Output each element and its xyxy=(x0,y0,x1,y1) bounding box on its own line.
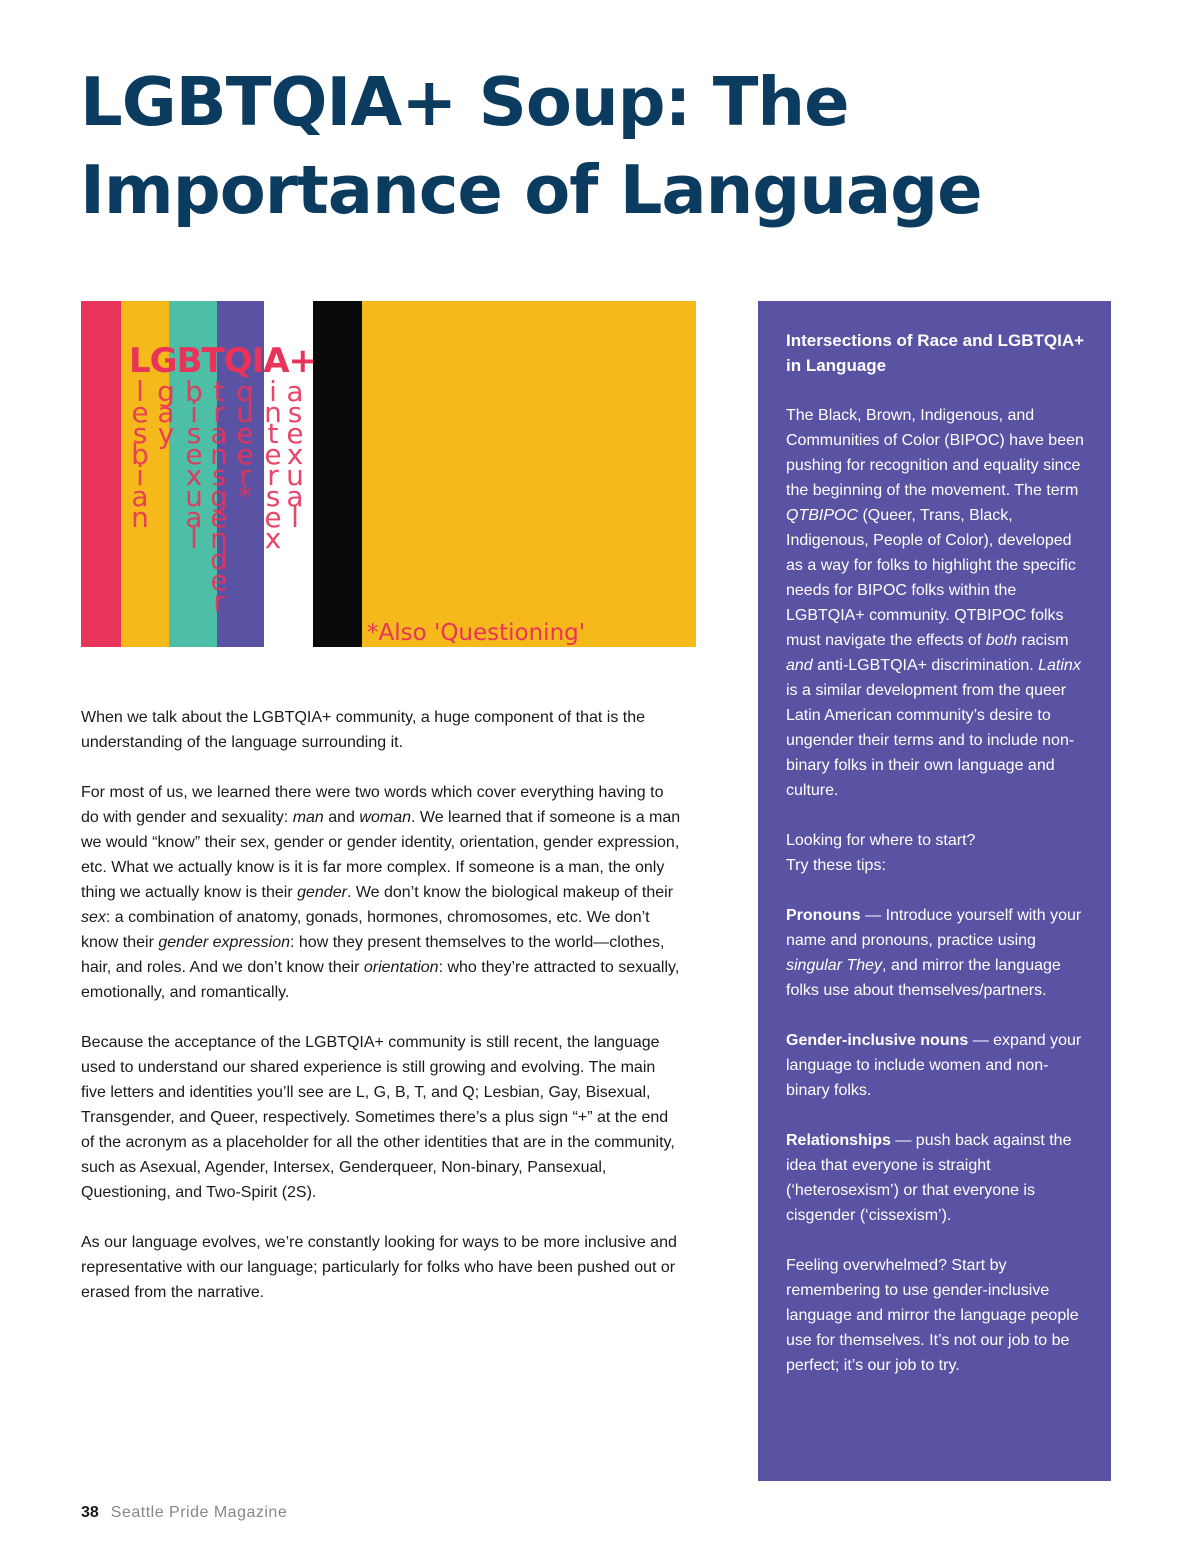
artwork-footnote: *Also 'Questioning' xyxy=(367,620,586,646)
artwork-acronym: LGBTQIA+ xyxy=(129,341,317,381)
page-title: LGBTQIA+ Soup: The Importance of Language xyxy=(80,63,982,229)
word-lesbian: lesbian xyxy=(131,375,149,534)
word-bisexual: bisexual xyxy=(185,375,203,555)
page-number: 38 xyxy=(81,1504,99,1521)
paragraph: As our language evolves, we’re constantly looking for ways to be more inclusive and representative with our language; particularly for folks who have been pushed out or erased from the narrative. xyxy=(81,1234,677,1301)
word-intersex: intersex xyxy=(264,375,282,555)
magazine-name: Seattle Pride Magazine xyxy=(110,1504,288,1521)
paragraph: Because the acceptance of the LGBTQIA+ community is still recent, the language used to understand our shared experience is still growing and evolving. The main five letters and identities you’ll see are L, G, B, T, and Q; Lesbian, Gay, Bisexual, Transgender, and Queer, respectively. Sometimes there’s a plus sign “+” at the end of the acronym as a placeholder for all the other identities that are in the community, such as Asexual, Agender, Intersex, Genderqueer, Non-binary, Pansexual, Questioning, and Two-Spirit (2S). xyxy=(81,1034,675,1201)
sidebar-tip-nouns: Gender-inclusive nouns — expand your language to include women and non-binary folks. xyxy=(786,1032,1082,1099)
sidebar-paragraph: The Black, Brown, Indigenous, and Communities of Color (BIPOC) have been pushing for recognition and equality since the beginning of the movement. The term QTBIPOC (Queer, Trans, Black, Indigenous, People of Color), developed as a way for folks to highlight the specific needs for BIPOC folks within the LGBTQIA+ community. QTBIPOC folks must navigate the effects of both racism and anti-LGBTQIA+ discrimination. Latinx is a similar development from the queer Latin American community’s desire to ungender their terms and to include non-binary folks in their own language and culture. xyxy=(786,407,1084,799)
paragraph: When we talk about the LGBTQIA+ community, a huge component of that is the understanding of the language surrounding it. xyxy=(81,709,646,751)
sidebar-panel xyxy=(758,301,1111,1481)
stripe-black xyxy=(313,301,362,647)
stripe-red xyxy=(81,301,121,647)
sidebar-tip-pronouns: Pronouns — Introduce yourself with your name and pronouns, practice using singular They, and mirror the language folks use about themselves/partners. xyxy=(786,907,1082,999)
paragraph: For most of us, we learned there were two words which cover everything having to do with gender and sexuality: man and woman. We learned that if someone is a man we would “know” their sex, gender or gender identity, orientation, gender expression, etc. What we actually know is it is far more complex. If someone is a man, the only thing we actually know is their gender. We don’t know the biological makeup of their sex: a combination of anatomy, gonads, hormones, chromosomes, etc. We don’t know their gender expression: how they present themselves to the world—clothes, hair, and roles. And we don’t know their orientation: who they’re attracted to sexually, emotionally, and romantically. xyxy=(81,784,681,1001)
word-queer: queer* xyxy=(236,375,254,513)
lgbtqia-artwork xyxy=(81,301,696,647)
page-footer xyxy=(81,1502,287,1524)
sidebar-heading: Intersections of Race and LGBTQIA+ in Language xyxy=(786,331,1085,375)
sidebar-paragraph: Looking for where to start? Try these tips: xyxy=(786,832,976,874)
main-article xyxy=(81,705,681,1330)
sidebar-tip-relationships: Relationships — push back against the idea that everyone is straight (‘heterosexism’) or that everyone is cisgender (‘cissexism’). xyxy=(786,1132,1072,1224)
word-transgender: transgender xyxy=(210,375,228,618)
word-gay: gay xyxy=(157,375,175,450)
sidebar-closing: Feeling overwhelmed? Start by remembering to use gender-inclusive language and mirror the language people use for themselves. It’s not our job to be perfect; it’s our job to try. xyxy=(786,1257,1079,1374)
word-asexual: asexual xyxy=(286,375,304,534)
